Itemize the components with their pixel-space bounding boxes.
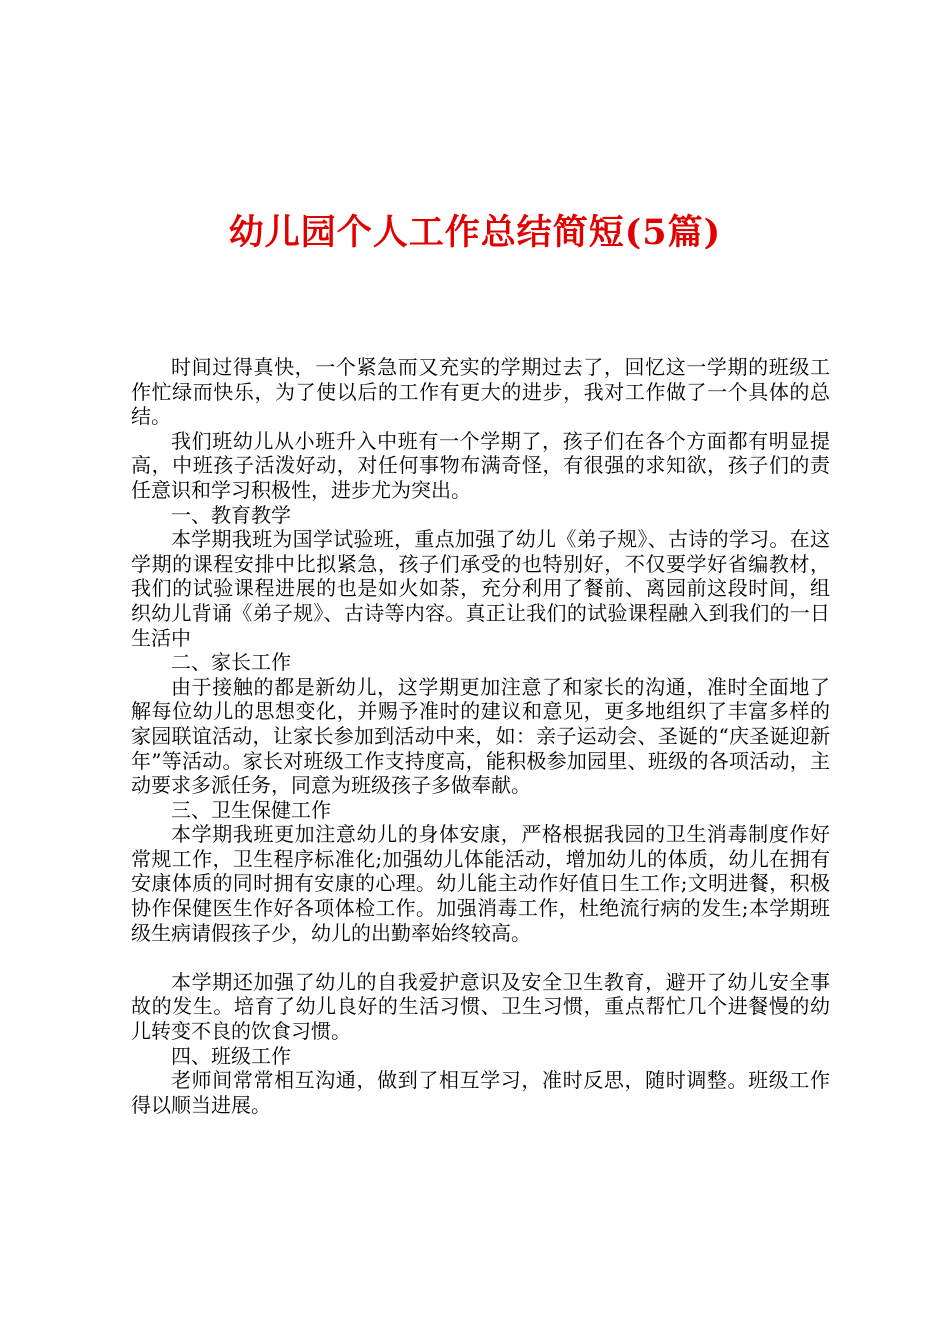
blank-line: [131, 945, 830, 970]
section-heading: 一、教育教学: [171, 502, 291, 527]
section-heading: 三、卫生保健工作: [171, 797, 331, 822]
paragraph: 老师间常常相互沟通，做到了相互学习，准时反思，随时调整。班级工作得以顺当进展。: [131, 1068, 830, 1117]
paragraph: 由于接触的都是新幼儿，这学期更加注意了和家长的沟通，准时全面地了解每位幼儿的思想变化，并赐予准时的建议和意见，更多地组织了丰富多样的家园联谊活动，让家长参加到活动中来，如：亲子运动会、圣诞的“庆圣诞迎新年”等活动。家长对班级工作支持度高，能积极参加园里、班级的各项活动，主动要求多派任务，同意为班级孩子多做奉献。: [131, 674, 830, 798]
document-body: [131, 355, 830, 1117]
document-title: 幼儿园个人工作总结简短(5篇): [228, 212, 722, 253]
section-heading: 二、家长工作: [171, 650, 291, 675]
paragraph: 时间过得真快，一个紧急而又充实的学期过去了，回忆这一学期的班级工作忙绿而快乐，为了使以后的工作有更大的进步，我对工作做了一个具体的总结。: [131, 355, 830, 429]
paragraph: 我们班幼儿从小班升入中班有一个学期了，孩子们在各个方面都有明显提高，中班孩子活泼好动，对任何事物布满奇怪，有很强的求知欲，孩子们的责任意识和学习积极性，进步尤为突出。: [131, 428, 830, 502]
paragraph: 本学期我班为国学试验班，重点加强了幼儿《弟子规》、古诗的学习。在这学期的课程安排中比拟紧急，孩子们承受的也特别好，不仅要学好省编教材，我们的试验课程进展的也是如火如荼，充分利用了餐前、离园前这段时间，组织幼儿背诵《弟子规》、古诗等内容。真正让我们的试验课程融入到我们的一日生活中: [131, 527, 830, 650]
paragraph: 本学期还加强了幼儿的自我爱护意识及安全卫生教育，避开了幼儿安全事故的发生。培育了幼儿良好的生活习惯、卫生习惯，重点帮忙几个进餐慢的幼儿转变不良的饮食习惯。: [131, 969, 830, 1044]
section-heading: 四、班级工作: [171, 1043, 291, 1068]
paragraph: 本学期我班更加注意幼儿的身体安康，严格根据我园的卫生消毒制度作好常规工作，卫生程序标准化;加强幼儿体能活动，增加幼儿的体质，幼儿在拥有安康体质的同时拥有安康的心理。幼儿能主动作好值日生工作;文明进餐，积极协作保健医生作好各项体检工作。加强消毒工作，杜绝流行病的发生;本学期班级生病请假孩子少，幼儿的出勤率始终较高。: [131, 822, 830, 945]
